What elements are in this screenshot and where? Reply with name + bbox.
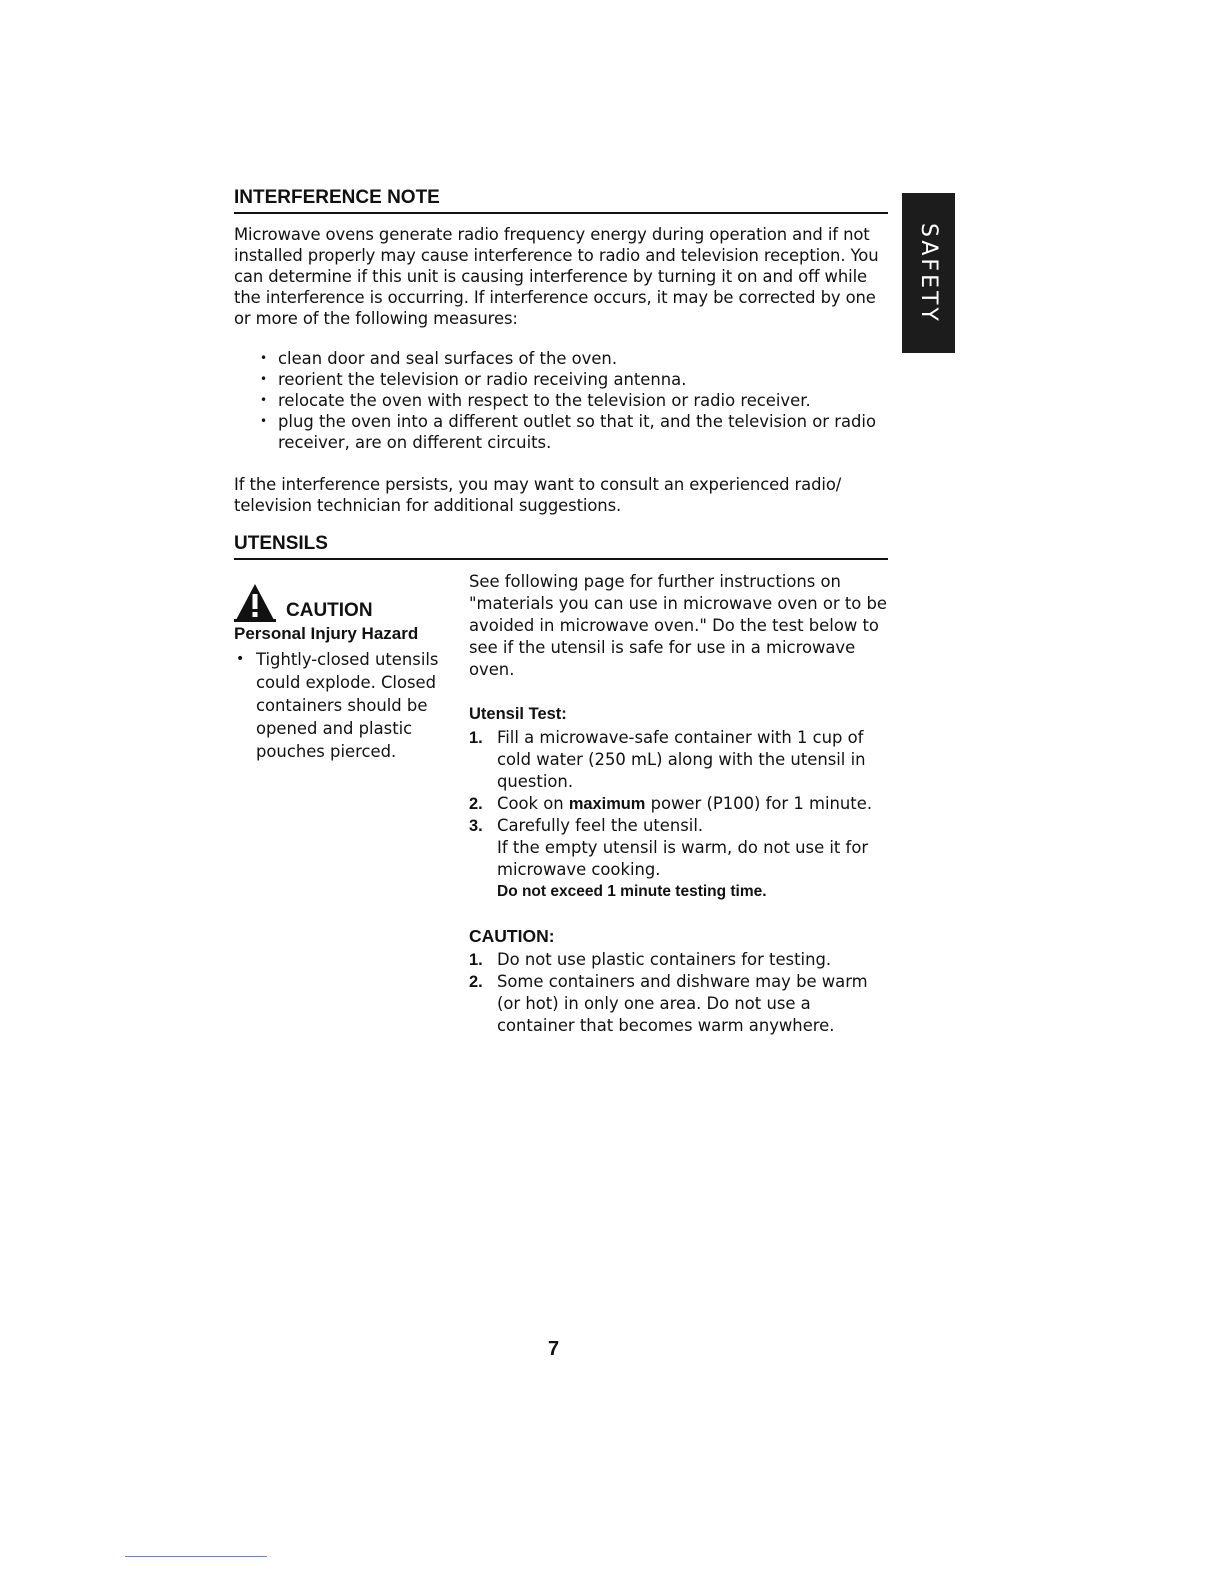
page-number: 7 (548, 1338, 560, 1360)
utensil-test-heading: Utensil Test: (469, 705, 567, 723)
utensils-heading: UTENSILS (234, 533, 888, 560)
hazard-title: Personal Injury Hazard (234, 624, 419, 643)
step-text: Do not use plastic containers for testing. (497, 950, 832, 969)
list-item (469, 793, 889, 815)
footer-rule (125, 1556, 267, 1557)
interference-measures-list (260, 348, 890, 453)
step-note: Do not exceed 1 minute testing time. (497, 883, 767, 900)
list-item: • plug the oven into a different outlet so that it, and the television or radio receiver, are on different circuits. (260, 411, 890, 453)
hazard-text: • Tightly-closed utensils could explode. Closed containers should be opened and plastic pouches pierced. (234, 648, 454, 763)
step-number: 3. (469, 817, 483, 835)
list-item (469, 815, 889, 903)
step-text: Fill a microwave-safe container with 1 cup of cold water (250 mL) along with the utensil in question. (497, 728, 866, 791)
utensil-test-steps (469, 727, 889, 903)
list-item (469, 949, 889, 971)
list-item (469, 971, 889, 1037)
side-tab-label: SAFETY (916, 222, 941, 324)
list-item: • relocate the oven with respect to the television or radio receiver. (260, 390, 890, 411)
interference-intro: Microwave ovens generate radio frequency energy during operation and if not installed properly may cause interference to radio and television reception. You can determine if this unit is causing interference by turning it on and off while the interference is occurring. If interference occurs, it may be corrected by one or more of the following measures: (234, 225, 879, 328)
caution-steps (469, 949, 889, 1037)
list-item (469, 727, 889, 793)
caution-heading: CAUTION: (469, 926, 555, 946)
step-text: power (P100) for 1 minute. (645, 794, 873, 813)
step-emphasis: maximum (568, 795, 646, 813)
step-number: 1. (469, 951, 483, 969)
step-text: Cook on (497, 794, 569, 813)
utensils-intro: See following page for further instructions on "materials you can use in microwave oven or to be avoided in microwave oven." Do the test below to see if the utensil is safe for use in a microwave oven. (469, 572, 887, 679)
warning-triangle-icon (234, 582, 276, 622)
list-item: • clean door and seal surfaces of the oven. (260, 348, 890, 369)
caution-label: CAUTION (286, 600, 373, 621)
step-number: 2. (469, 973, 483, 991)
interference-heading: INTERFERENCE NOTE (234, 187, 888, 214)
step-number: 1. (469, 729, 483, 747)
interference-persist-text: If the interference persists, you may want to consult an experienced radio/ television technician for additional suggestions. (234, 475, 842, 515)
utensils-instructions (469, 571, 889, 1037)
step-text: Some containers and dishware may be warm (or hot) in only one area. Do not use a container that becomes warm anywhere. (497, 972, 868, 1035)
step-extra-text: If the empty utensil is warm, do not use it for microwave cooking. (497, 838, 869, 879)
step-text: Carefully feel the utensil. (497, 816, 704, 835)
list-item: • reorient the television or radio receiving antenna. (260, 369, 890, 390)
section-side-tab (902, 193, 955, 353)
caution-header (234, 582, 454, 622)
caution-box (234, 582, 454, 763)
step-number: 2. (469, 795, 483, 813)
